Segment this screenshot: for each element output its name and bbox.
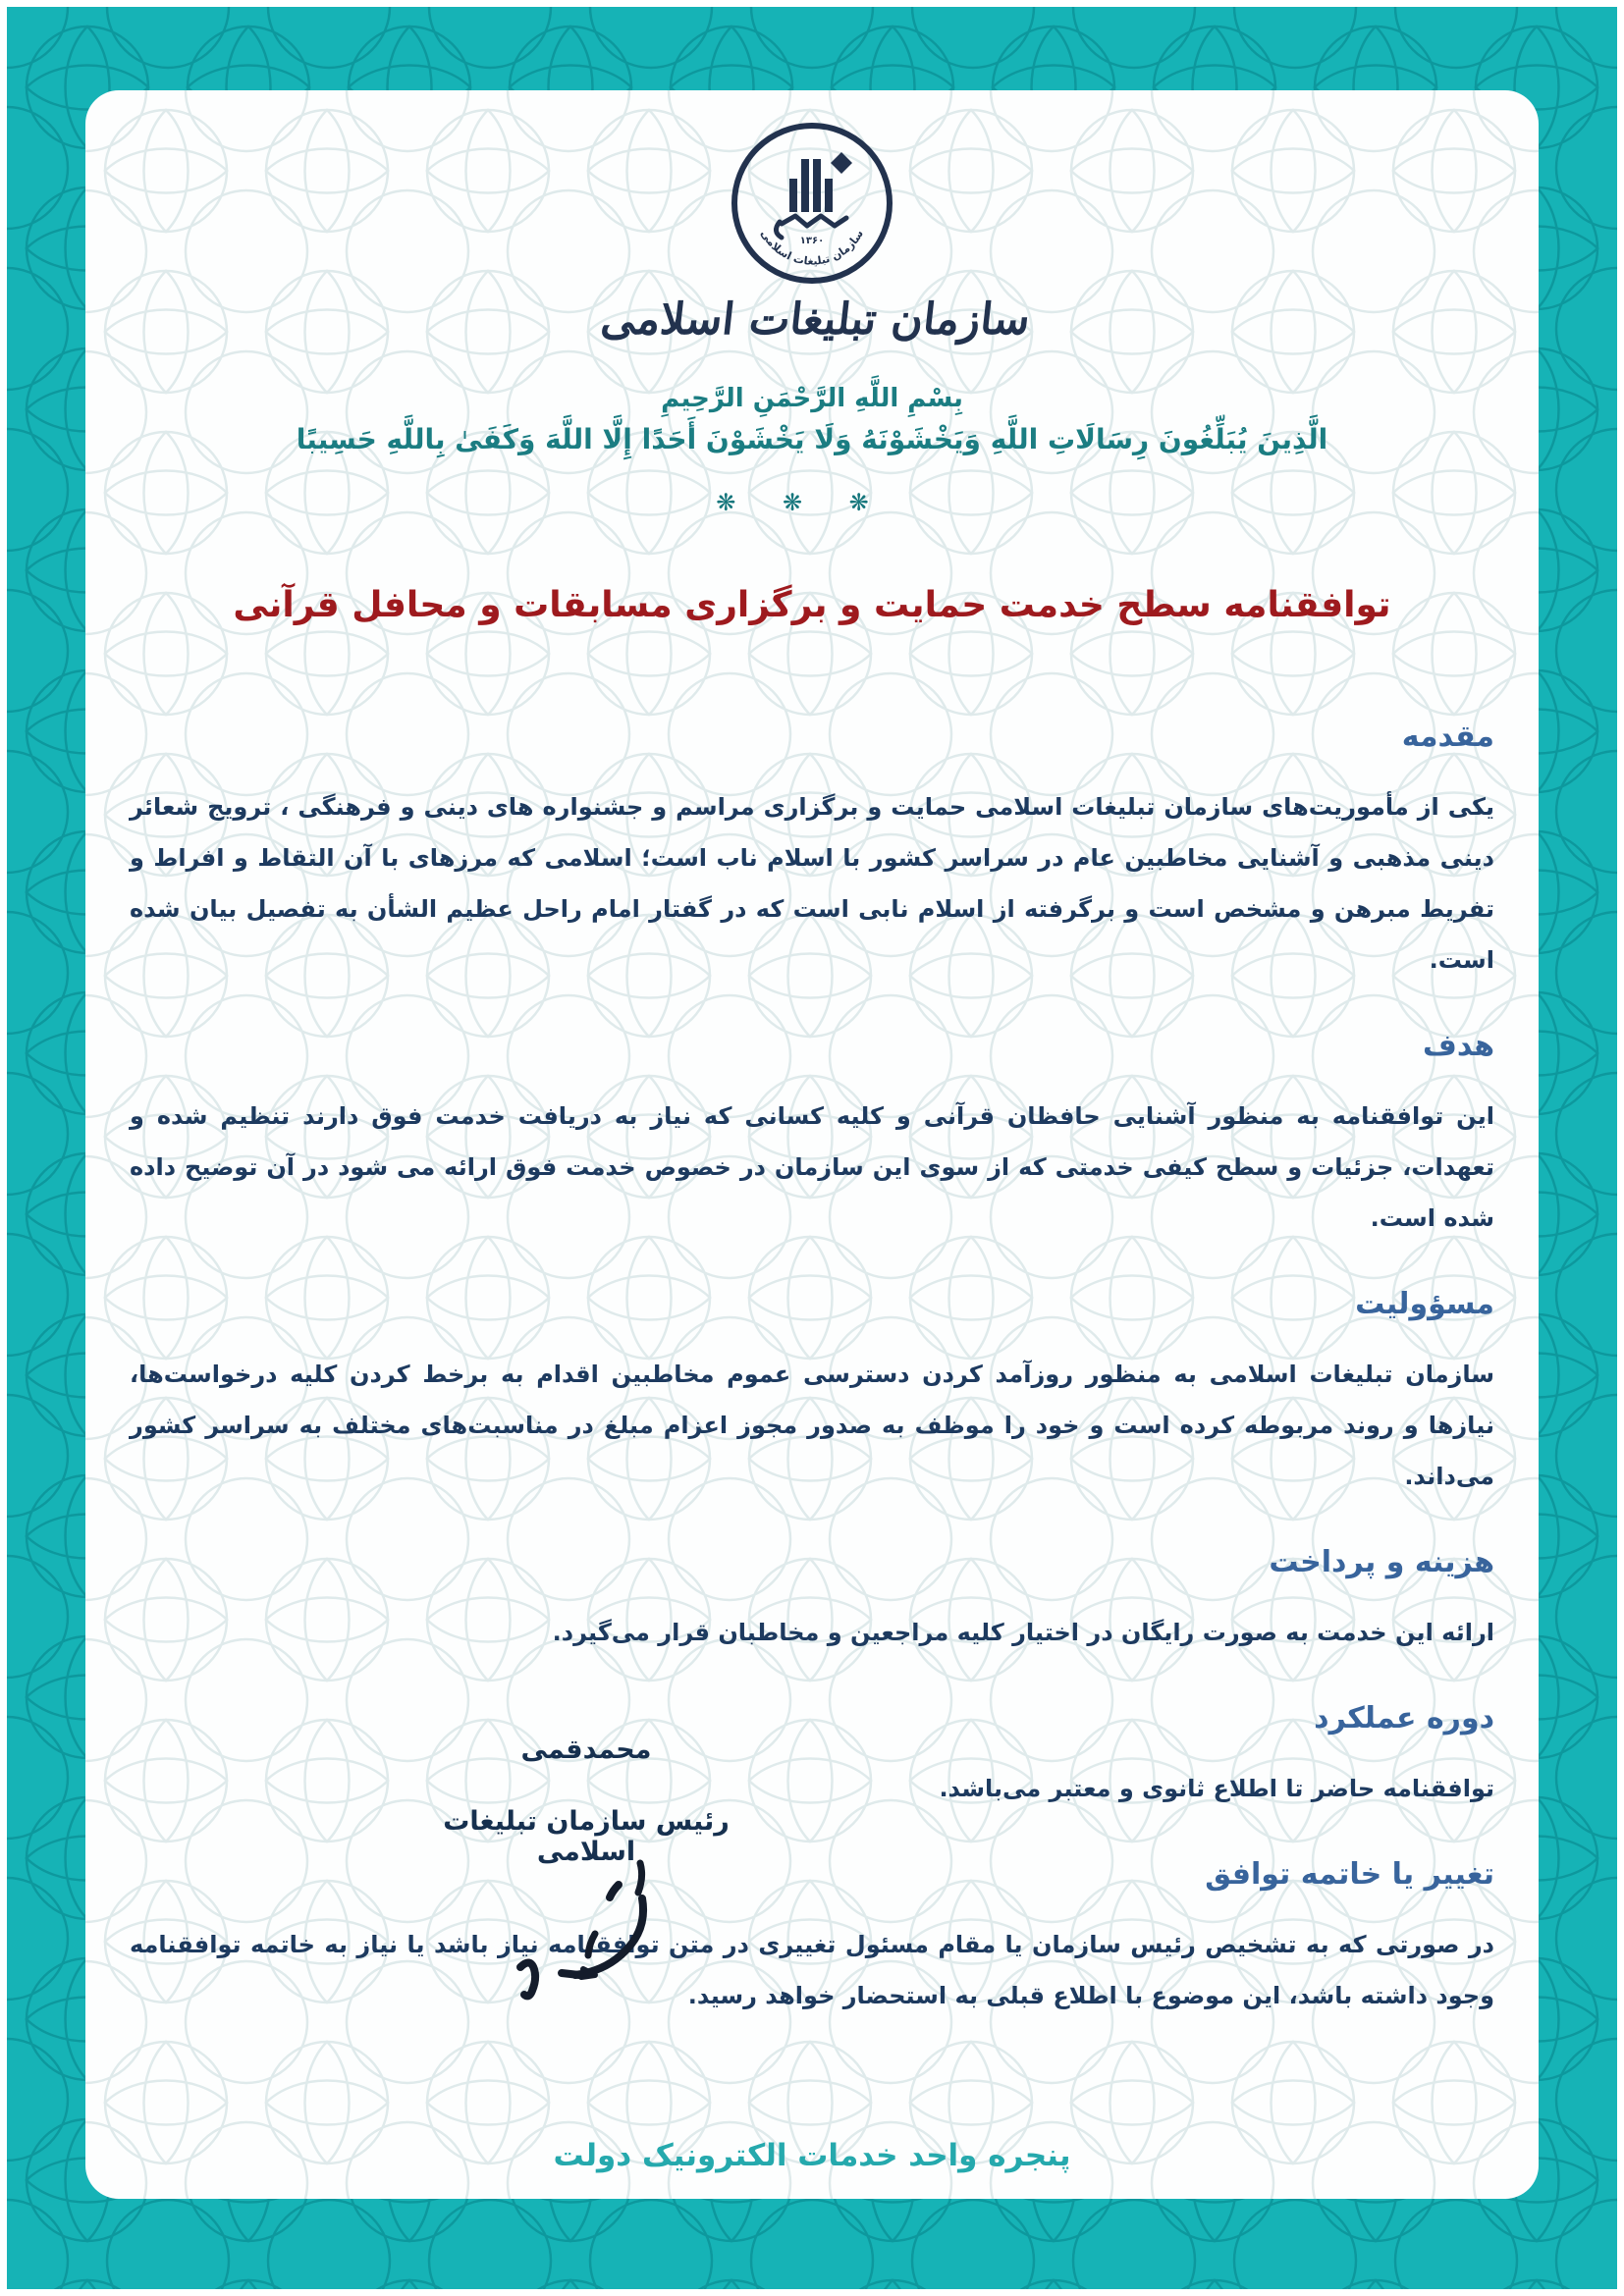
- section-body: ارائه این خدمت به صورت رایگان در اختیار کلیه مراجعین و مخاطبان قرار می‌گیرد.: [552, 1619, 1494, 1646]
- footer-text: پنجره واحد خدمات الکترونیک دولت: [553, 2138, 1071, 2173]
- bismillah-text: بِسْمِ اللَّهِ الرَّحْمَنِ الرَّحِيمِ: [661, 384, 963, 413]
- section-body: در صورتی که به تشخیص رئیس سازمان یا مقام مسئول تغییری در متن توافقنامه نیاز باشد یا نیاز به خاتمه توافقنامه وجود داشته باشد، این موضوع با اطلاع قبلی به استحضار خواهد رسید.: [130, 1931, 1494, 2009]
- section-goal: [130, 1029, 1494, 1244]
- document-card: [85, 90, 1539, 2199]
- section-body: این توافقنامه به منظور آشنایی حافظان قرآنی و کلیه کسانی که نیاز به دریافت خدمت فوق دارند تنظیم شده و تعهدات، جزئیات و سطح کیفی خدمتی که از سوی این سازمان در خصوص خدمت فوق ارائه می شود در آن توضیح داده شده است.: [130, 1102, 1494, 1232]
- document-title: توافقنامه سطح خدمت حمایت و برگزاری مسابقات و محافل قرآنی: [233, 585, 1391, 625]
- section-body: توافقنامه حاضر تا اطلاع ثانوی و معتبر می‌باشد.: [939, 1775, 1494, 1802]
- section-heading: تغییر یا خاتمه توافق: [1205, 1857, 1494, 1892]
- section-responsibility: [130, 1287, 1494, 1502]
- kufic-base-stroke: [776, 216, 846, 238]
- kufic-allah-icon: [789, 152, 852, 212]
- card-content: [85, 90, 1539, 2021]
- section-validity-period: [130, 1701, 1494, 1814]
- logo-year: ۱۳۶۰: [799, 236, 825, 246]
- signatory-title: رئیس سازمان تبلیغات اسلامی: [443, 1806, 730, 1867]
- sections: [130, 720, 1494, 2021]
- section-heading: هدف: [1423, 1029, 1494, 1063]
- signatory-name: محمدقمی: [520, 1735, 652, 1765]
- section-change-termination: [130, 1857, 1494, 2021]
- quran-verse: الَّذِينَ يُبَلِّغُونَ رِسَالَاتِ اللَّهِ وَيَخْشَوْنَهُ وَلَا يَخْشَوْنَ أَحَدًا إِلَّا اللَّهَ وَكَفَىٰ بِاللَّهِ حَسِيبًا: [296, 423, 1328, 455]
- section-body: سازمان تبلیغات اسلامی به منظور روزآمد کردن دسترسی عموم مخاطبین اقدام به برخط کردن کلیه درخواست‌ها، نیازها و روند مربوطه کرده است و خود را موظف به صدور مجوز اعزام مبلغ در مناسبت‌های مختلف به سراسر کشور می‌داند.: [130, 1361, 1494, 1490]
- section-heading: مقدمه: [1401, 720, 1494, 754]
- ornament-divider: ❋ ❋ ❋: [716, 489, 889, 516]
- signature-block: [409, 1735, 763, 1867]
- section-cost-payment: [130, 1545, 1494, 1658]
- organization-calligraphy: سازمان تبلیغات اسلامی: [594, 294, 1030, 345]
- section-heading: هزینه و پرداخت: [1269, 1545, 1494, 1579]
- section-introduction: [130, 720, 1494, 986]
- organization-logo: [729, 120, 895, 287]
- logo-wrap: [130, 120, 1494, 291]
- logo-circle-text: سازمان تبلیغات اسلامی: [758, 227, 866, 268]
- handwritten-signature: [493, 1857, 719, 2029]
- section-body: یکی از مأموریت‌های سازمان تبلیغات اسلامی حمایت و برگزاری مراسم و جشنواره های دینی و فرهنگی ، ترویج شعائر دینی مذهبی و آشنایی مخاطبین عام در سراسر کشور با اسلام ناب است؛ اسلامی که مرزهای با آن التقاط و افراط و تفریط مبرهن و مشخص است و برگرفته از اسلام نابی است که در گفتار امام راحل عظیم الشأن به تفصیل بیان شده است.: [130, 793, 1494, 974]
- section-heading: مسؤولیت: [1355, 1287, 1494, 1321]
- section-heading: دوره عملکرد: [1314, 1701, 1494, 1735]
